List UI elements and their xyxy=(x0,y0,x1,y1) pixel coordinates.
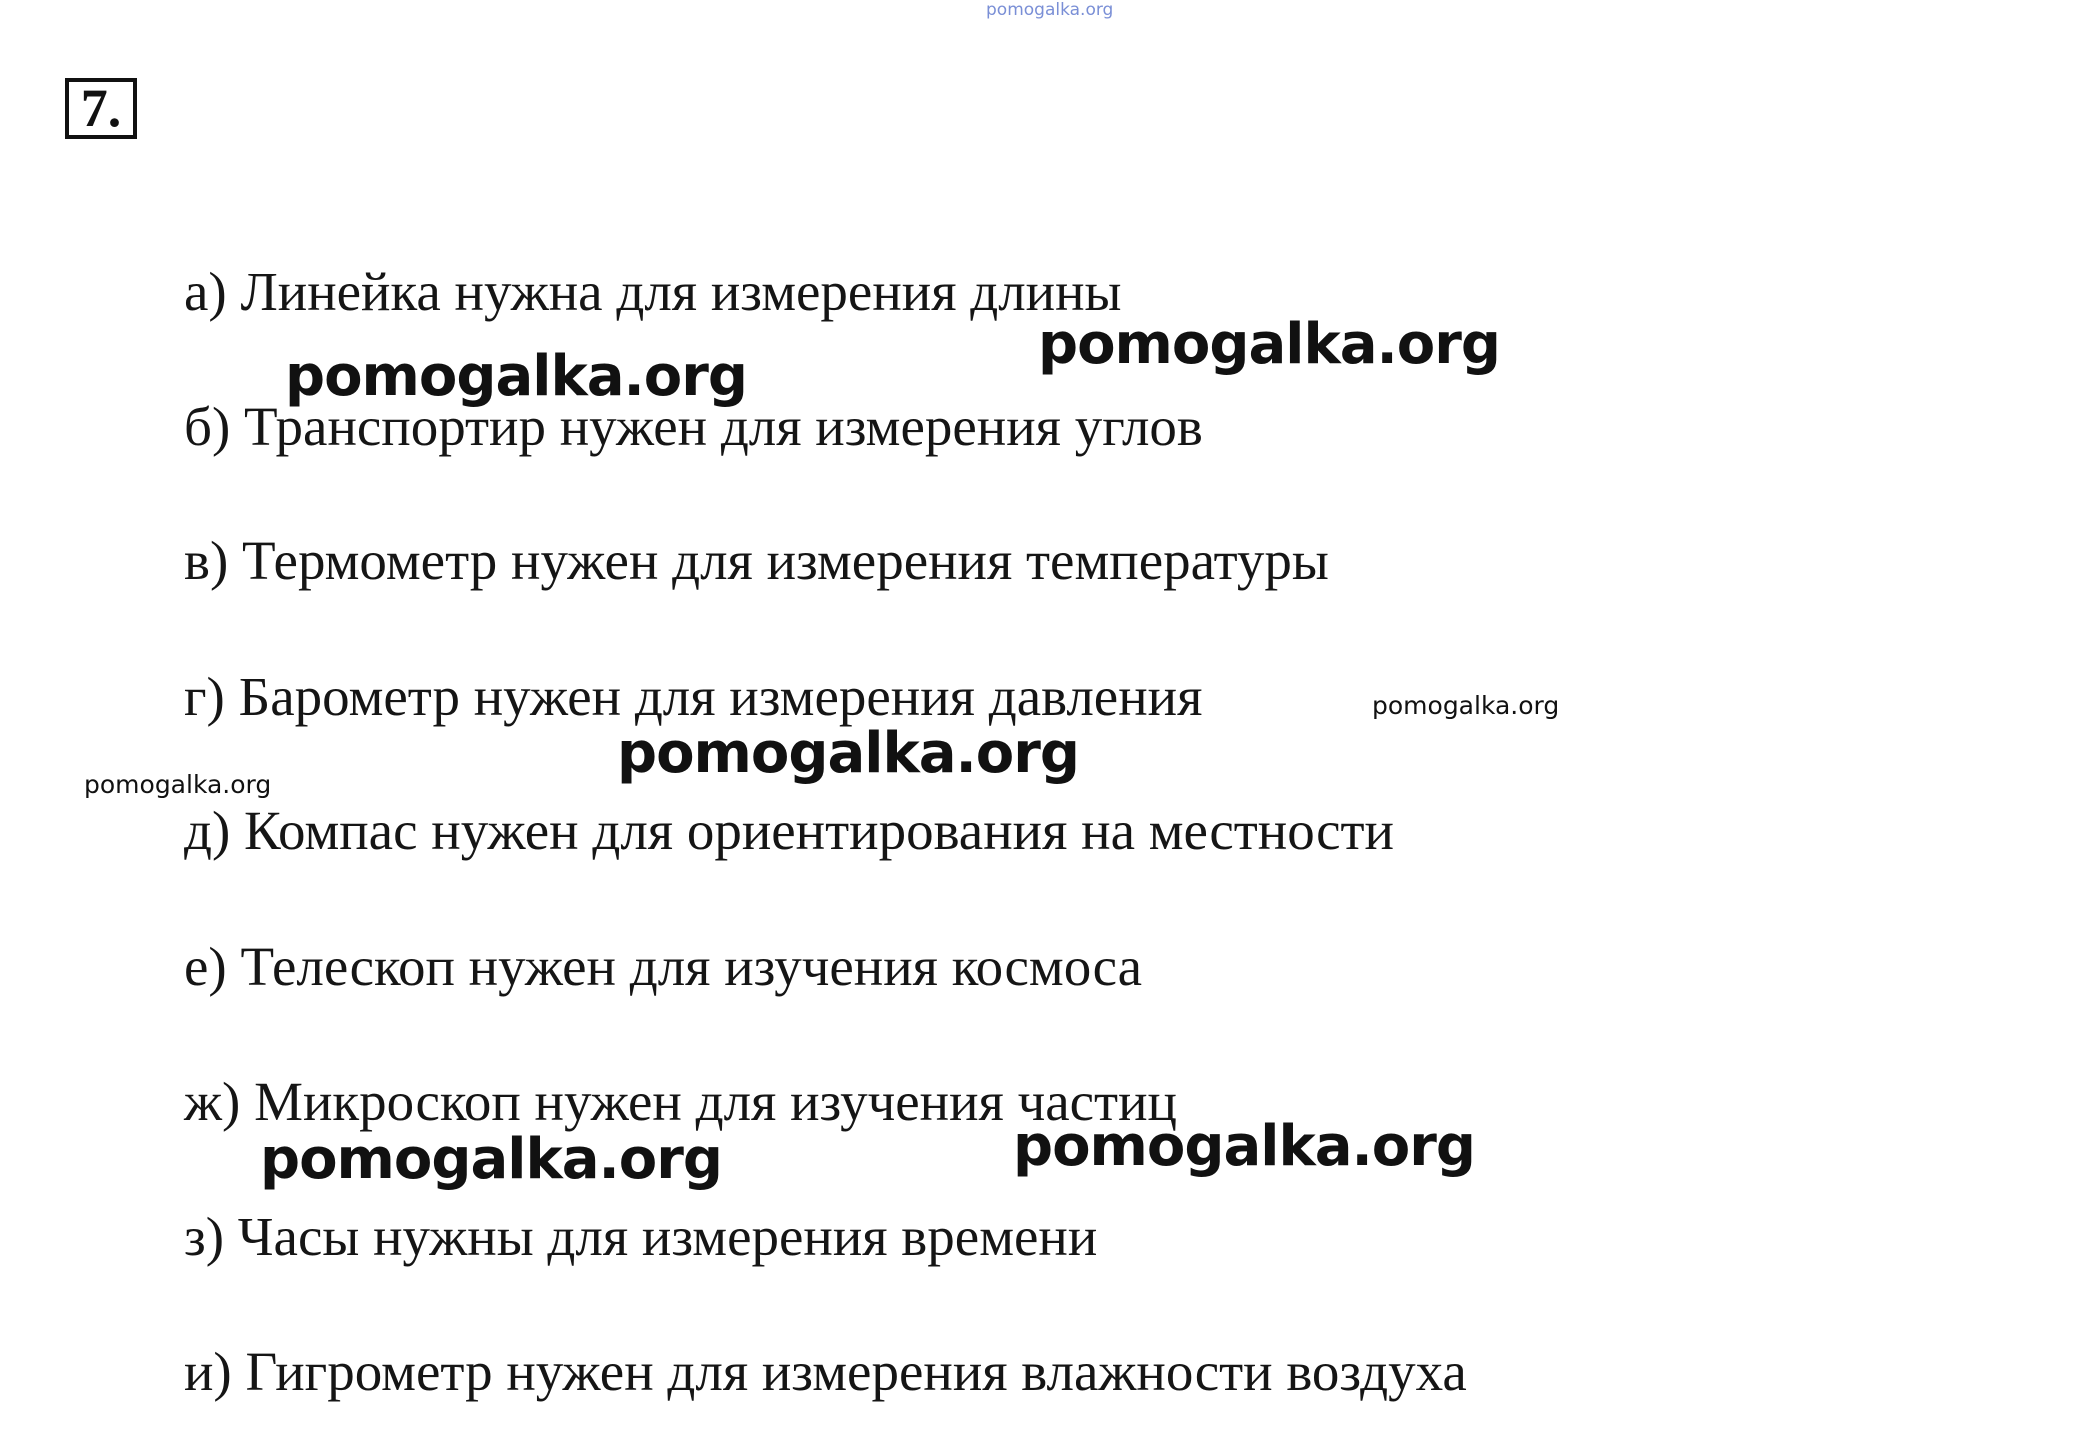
answer-h: з) Часы нужны для измерения времени xyxy=(184,1206,1098,1267)
answer-d: г) Барометр нужен для измерения давления xyxy=(184,666,1203,727)
top-watermark: pomogalka.org xyxy=(986,0,1114,20)
task-number: 7. xyxy=(65,78,137,139)
answer-g: ж) Микроскоп нужен для изучения частиц xyxy=(184,1071,1177,1132)
answer-b: б) Транспортир нужен для измерения углов xyxy=(184,396,1203,457)
watermark: pomogalka.org xyxy=(84,770,272,799)
watermark: pomogalka.org xyxy=(285,344,747,409)
answer-i: и) Гигрометр нужен для измерения влажности воздуха xyxy=(184,1341,1467,1402)
watermark: pomogalka.org xyxy=(617,721,1079,786)
answer-f: е) Телескоп нужен для изучения космоса xyxy=(184,936,1143,997)
answer-c: в) Термометр нужен для измерения температуры xyxy=(184,530,1329,591)
watermark: pomogalka.org xyxy=(260,1127,722,1192)
watermark: pomogalka.org xyxy=(1038,312,1500,377)
answer-e: д) Компас нужен для ориентирования на местности xyxy=(184,800,1394,861)
watermark: pomogalka.org xyxy=(1372,691,1560,720)
answer-a: а) Линейка нужна для измерения длины xyxy=(184,261,1122,322)
watermark: pomogalka.org xyxy=(1013,1114,1475,1179)
